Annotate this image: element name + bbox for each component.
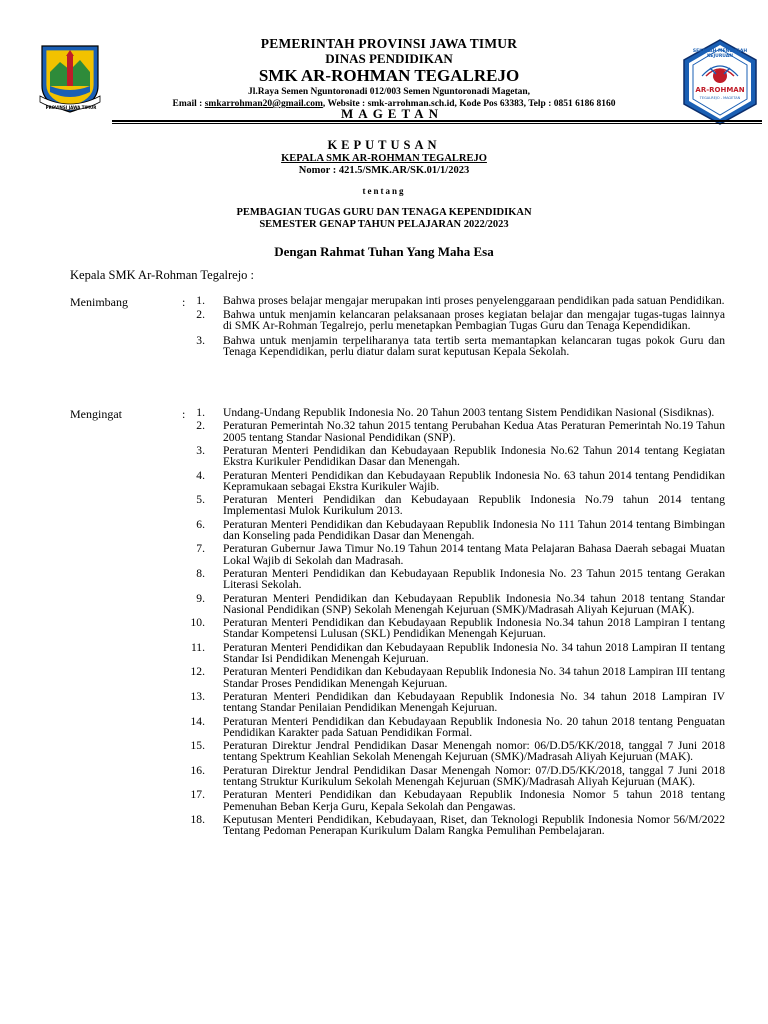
letterhead-divider-thin [112,123,762,124]
list-item-number: 3. [196,333,205,347]
list-item-number: 18. [190,812,205,826]
list-item [187,420,725,442]
list-item-number: 2. [196,419,205,433]
list-item [187,789,725,811]
decree-heading: KEPUTUSAN [327,138,441,152]
letterhead-divider [112,120,762,122]
list-item-text: Peraturan Menteri Pendidikan dan Kebudayaan Republik Indonesia No.34 tahun 2018 Lampiran I tentang Standar Kompetensi Lulusan (SKL) Pendidikan Menengah Kejuruan. [223,616,725,641]
list-item-text: Peraturan Menteri Pendidikan dan Kebudayaan Republik Indonesia No 111 Tahun 2014 tentang Bimbingan dan Konseling pada Pendidikan Dasar dan Menengah. [223,517,725,542]
list-item-number: 13. [190,689,205,703]
list-item-number: 9. [196,591,205,605]
section-colon: : [182,407,186,421]
list-item-text: Peraturan Menteri Pendidikan dan Kebudayaan Republik Indonesia Nomor 5 tahun 2018 tentang Pemenuhan Beban Kerja Guru, Kepala Sekolah dan Pengawas. [223,788,725,813]
menimbang-list [187,295,725,360]
list-item [187,740,725,762]
list-item [187,593,725,615]
right-logo-arc-text: SEKOLAH MENENGAH KEJURUAN [692,49,748,59]
list-item-text: Peraturan Gubernur Jawa Timur No.19 Tahun 2014 tentang Mata Pelajaran Bahasa Daerah sebagai Muatan Lokal Wajib di Sekolah dan Madrasah. [223,542,725,567]
list-item [187,666,725,688]
decree-blessing: Dengan Rahmat Tuhan Yang Maha Esa [274,244,494,259]
list-item-number: 5. [196,493,205,507]
list-item [187,494,725,516]
list-item [187,470,725,492]
list-item [187,407,725,418]
letterhead-department: DINAS PENDIDIKAN [325,51,453,66]
list-item-text: Bahwa untuk menjamin kelancaran pelaksanaan proses kegiatan belajar dan mengajar tugas-tugas lainnya di SMK Ar-Rohman Tegalrejo, perlu menetapkan Pembagian Tugas Guru dan Tenaga Kependidikan. [223,308,725,333]
mengingat-list [187,407,725,838]
list-item-text: Peraturan Menteri Pendidikan dan Kebudayaan Republik Indonesia No. 23 Tahun 2015 tentang Gerakan Literasi Sekolah. [223,566,725,592]
list-item [187,445,725,467]
left-logo-caption: PROVINSI JAWA TIMUR [45,105,97,110]
list-item-text: Peraturan Menteri Pendidikan dan Kebudayaan Republik Indonesia No. 34 tahun 2018 Lampiran II tentang Standar Isi Pendidikan Menengah Kejuruan. [223,640,725,665]
list-item [187,691,725,713]
list-item-number: 8. [196,566,205,580]
list-item-text: Undang-Undang Republik Indonesia No. 20 Tahun 2003 tentang Sistem Pendidikan Nasional (Sisdiknas). [223,406,715,419]
decree-number: Nomor : 421.5/SMK.AR/SK.01/1/2023 [298,165,470,176]
list-item-number: 1. [196,294,205,307]
list-item-text: Peraturan Direktur Jendral Pendidikan Dasar Menengah nomor: 06/D.D5/KK/2018, tanggal 7 Juni 2018 tentang Spektrum Keahlian Sekolah Menengah Kejuruan (SMK)/Madrasah Aliyah Kejuruan (MAK). [223,739,725,764]
list-item [187,519,725,541]
list-item-text: Keputusan Menteri Pendidikan, Kebudayaan, Riset, dan Teknologi Republik Indonesia Nomor 56/M/2022 Tentang Pedoman Penerapan Kurikulum Dalam Rangka Pemulihan Pembelajaran. [223,812,725,838]
decree-title-line2: SEMESTER GENAP TAHUN PELAJARAN 2022/2023 [259,219,509,230]
right-logo-bottom: TEGALREJO - MAGETAN [699,96,741,100]
list-item [187,568,725,590]
list-item-text: Peraturan Menteri Pendidikan dan Kebudayaan Republik Indonesia No.62 Tahun 2014 tentang Kegiatan Ekstra Kurikuler Pendidikan Dasar dan Menengah. [223,443,725,469]
decree-opening: Kepala SMK Ar-Rohman Tegalrejo : [70,268,255,282]
letterhead-region: MAGETAN [341,106,443,121]
list-item-text: Bahwa untuk menjamin terpeliharanya tata tertib serta memantapkan kelancaran tugas pokok Guru dan Tenaga Kependidikan, perlu diatur dalam surat keputusan Kepala Sekolah. [223,333,725,358]
section-label: Menimbang [70,295,128,309]
list-item-number: 12. [190,665,205,679]
letterhead-school-name: SMK AR-ROHMAN TEGALREJO [258,66,520,85]
list-item [187,814,725,836]
list-item [187,765,725,787]
list-item-number: 10. [190,616,205,630]
list-item [187,335,725,357]
letterhead [0,36,768,110]
decree-about: tentang [362,186,406,196]
list-item-text: Peraturan Menteri Pendidikan dan Kebudayaan Republik Indonesia No. 34 tahun 2018 Lampiran IV tentang Standar Penilaian Pendidikan Menengah Kejuruan. [223,689,725,715]
list-item-number: 1. [196,406,205,419]
list-item [187,617,725,639]
letterhead-government: PEMERINTAH PROVINSI JAWA TIMUR [260,36,518,51]
right-logo-name: AR-ROHMAN [695,86,745,94]
section-label: Mengingat [70,407,122,421]
list-item-text: Peraturan Menteri Pendidikan dan Kebudayaan Republik Indonesia No. 34 tahun 2018 Lampiran III tentang Standar Proses Pendidikan Menengah Kejuruan. [223,665,725,690]
list-item-number: 4. [196,468,205,482]
list-item [187,716,725,738]
list-item-text: Peraturan Menteri Pendidikan dan Kebudayaan Republik Indonesia No.34 tahun 2018 tentang Standar Nasional Pendidikan (SNP) Sekolah Menengah Kejuruan (SMK)/Madrasah Aliyah Kejuruan (MAK). [223,591,725,616]
list-item [187,295,725,306]
section-colon: : [182,295,186,309]
list-item-number: 17. [190,788,205,802]
list-item-text: Peraturan Direktur Jendral Pendidikan Dasar Menengah Nomor: 07/D.D5/KK/2018, tanggal 7 Juni 2018 tentang Struktur Kurikulum Sekolah Menengah Kejuruan (SMK)/Madrasah Aliyah Kejuruan (MAK). [223,763,725,788]
list-item [187,642,725,664]
list-item-number: 2. [196,308,205,322]
list-item-number: 16. [190,763,205,777]
list-item [187,309,725,331]
email-link[interactable]: smkarrohman20@gmail.com [204,99,323,109]
list-item-number: 3. [196,443,205,457]
letterhead-contact: Email : smkarrohman20@gmail.com, Website : smk-arrohman.sch.id, Kode Pos 63383, Telp : 0851 6186 8160 [172,99,616,109]
list-item-number: 14. [190,714,205,728]
list-item [187,543,725,565]
list-item-number: 11. [190,640,205,654]
list-item-text: Peraturan Menteri Pendidikan dan Kebudayaan Republik Indonesia No. 63 tahun 2014 tentang Pendidikan Kepramukaan sebagai Ekstra Kurikuler Wajib. [223,468,725,493]
list-item-number: 7. [196,542,205,556]
list-item-number: 15. [190,739,205,753]
decree-title-line1: PEMBAGIAN TUGAS GURU DAN TENAGA KEPENDIDIKAN [236,207,532,218]
list-item-text: Peraturan Menteri Pendidikan dan Kebudayaan Republik Indonesia No.79 tahun 2014 tentang Implementasi Mulok Kurikulum 2013. [223,493,725,518]
list-item-text: Peraturan Pemerintah No.32 tahun 2015 tentang Perubahan Kedua Atas Peraturan Pemerintah No.19 Tahun 2005 tentang Standar Nasional Pendidikan (SNP). [223,419,725,444]
list-item-text: Bahwa proses belajar mengajar merupakan inti proses penyelenggaraan pendidikan pada satuan Pendidikan. [223,294,725,307]
list-item-text: Peraturan Menteri Pendidikan dan Kebudayaan Republik Indonesia No. 20 tahun 2018 tentang Penguatan Pendidikan Karakter pada Satuan Pendidikan Formal. [223,714,725,739]
letterhead-address: Jl.Raya Semen Nguntoronadi 012/003 Semen Nguntoronadi Magetan, [247,87,531,97]
list-item-number: 6. [196,517,205,531]
decree-issuer: KEPALA SMK AR-ROHMAN TEGALREJO [281,153,487,164]
